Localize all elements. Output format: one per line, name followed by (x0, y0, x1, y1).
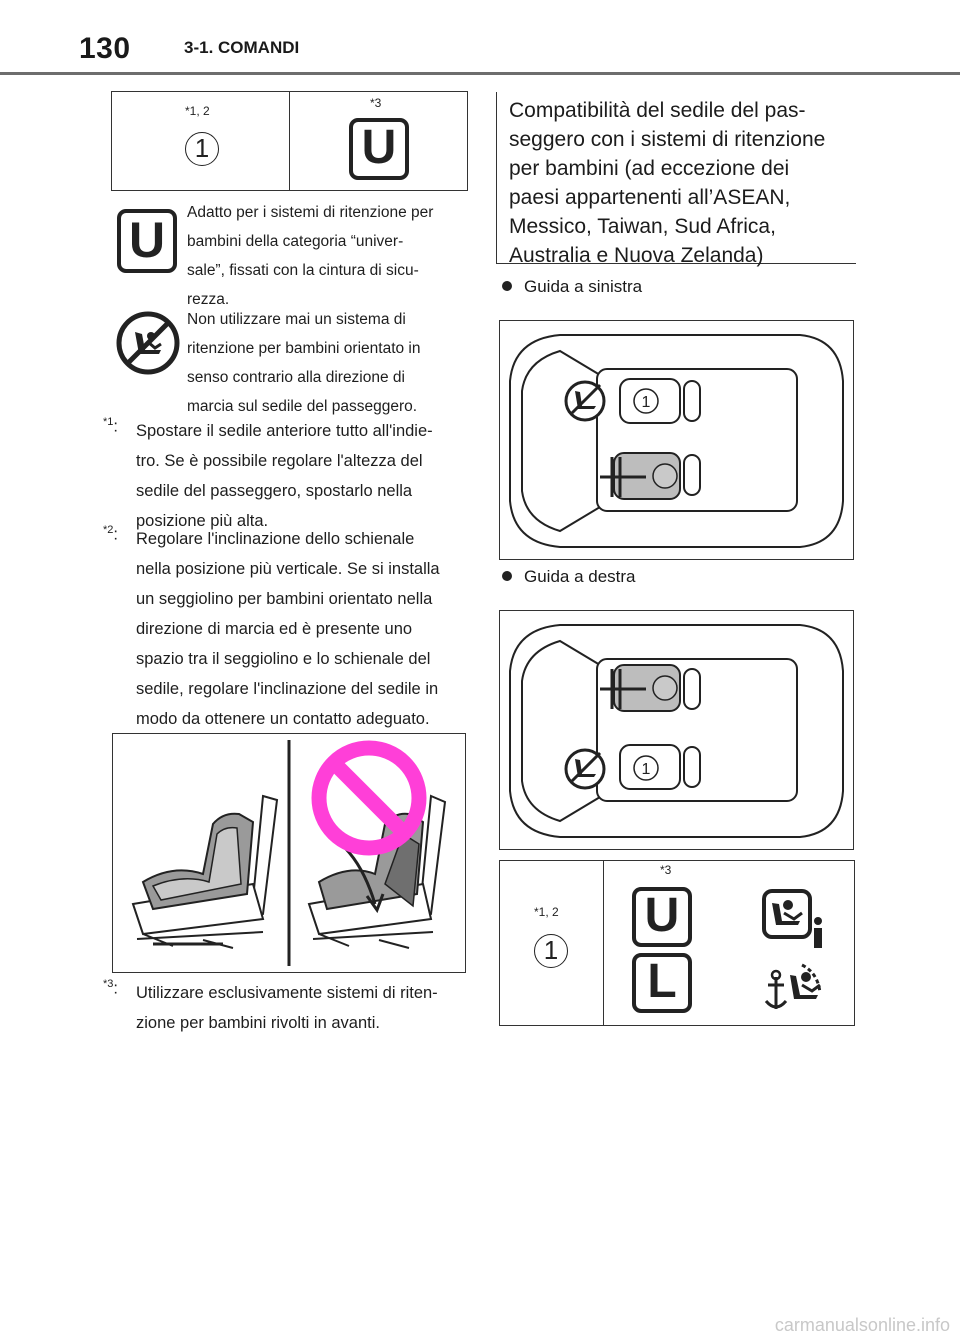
top-table-col1-label: *1, 2 (185, 104, 210, 118)
section-title: 3-1. COMANDI (184, 38, 300, 57)
compatibility-title: Compatibilità del sedile del pas- seggero con i sistemi di ritenzione per bambini (ad eccezione dei paesi appartenenti all’ASEAN, Messico, Taiwan, Sud Africa, Australia e Nuova Zelanda) (509, 99, 826, 267)
note3-text: Utilizzare esclusivamente sistemi di riten- zione per bambini rivolti in avanti. (136, 984, 438, 1032)
bullet-dot (502, 571, 512, 581)
top-compat-table (111, 91, 468, 191)
bottom-compat-table (499, 860, 855, 1026)
universal-description: Adatto per i sistemi di ritenzione per bambini della categoria “univer- sale”, fissati con la cintura di sicu- rezza. (187, 204, 434, 308)
note2-mark: $^{*2}$: (103, 524, 118, 544)
lhd-car-diagram (499, 320, 854, 560)
isofix-info-icon (760, 887, 824, 951)
isofix-anchor-icon (762, 955, 826, 1019)
universal-u-legend-icon: U (117, 209, 177, 273)
header-rule (0, 72, 960, 75)
universal-u-icon: U (349, 118, 409, 180)
note3-mark: $^{*3}$: (103, 978, 118, 998)
watermark: carmanualsonline.info (774, 1315, 950, 1335)
bullet-dot (502, 281, 512, 291)
page-number: 130 (79, 32, 131, 65)
note1-mark: $^{*1}$: (103, 416, 118, 436)
universal-u-bottom-icon: U (632, 887, 692, 947)
note1-text: Spostare il sedile anteriore tutto all'indie- tro. Se è possibile regolare l'altezza del sedile del passeggero, spostarlo nella posizione più alta. (136, 422, 433, 530)
bottom-table-col2-label: *3 (660, 863, 672, 877)
lhd-bullet: Guida a sinistra (502, 277, 642, 297)
seat-recline-illustration (112, 733, 466, 973)
incorrect-seat-drawing (309, 748, 445, 948)
lhd-seat-number: 1 (641, 394, 651, 411)
rhd-car-drawing (500, 611, 853, 849)
no-rear-facing-seat-icon (115, 310, 181, 376)
rhd-car-diagram (499, 610, 854, 850)
correct-seat-drawing (133, 796, 277, 948)
lhd-car-drawing (500, 321, 853, 559)
compat-title-rule-left (496, 92, 497, 264)
isofix-l-icon: L (632, 953, 692, 1013)
seat-position-1-icon: 1 (185, 132, 219, 166)
prohibited-description: Non utilizzare mai un sistema di ritenzione per bambini orientato in senso contrario alla direzione di marcia sul sedile del passeggero. (187, 311, 421, 415)
rhd-bullet: Guida a destra (502, 567, 636, 587)
seat-recline-drawing (113, 734, 465, 972)
note2-text: Regolare l'inclinazione dello schienale nella posizione più verticale. Se si installa un seggiolino per bambini orientato nella direzione di marcia ed è presente uno spazio tra il seggiolino e lo schienale del sedile, regolare l'inclinazione del sedile in modo da ottenere un contatto adeguato. (136, 530, 440, 728)
bottom-seat-position-1-icon: 1 (534, 934, 568, 968)
top-table-col2-label: *3 (370, 96, 382, 110)
bottom-table-col1-label: *1, 2 (534, 905, 559, 919)
rhd-seat-number: 1 (641, 761, 651, 778)
